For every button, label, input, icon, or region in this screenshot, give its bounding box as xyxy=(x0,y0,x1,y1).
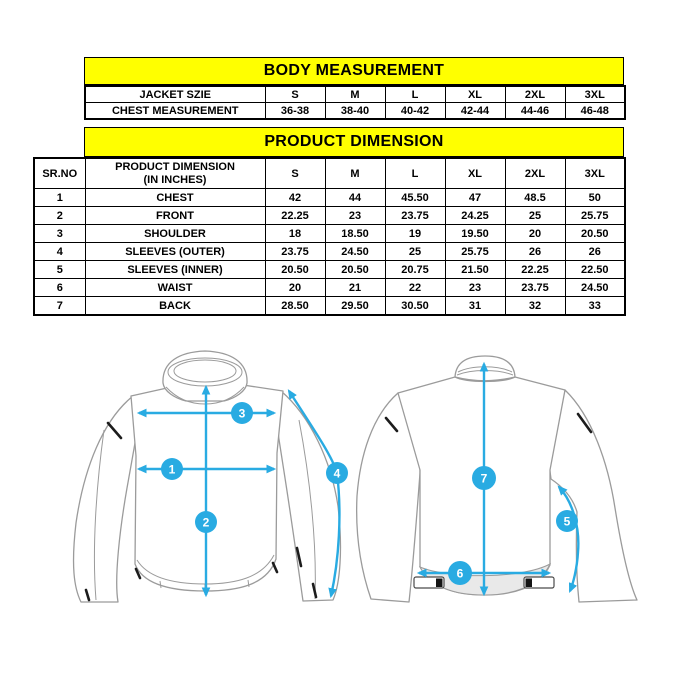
size-header: 3XL xyxy=(565,158,625,189)
value-cell: 23.75 xyxy=(505,279,565,297)
size-cell: XL xyxy=(445,86,505,103)
value-cell: 25 xyxy=(385,243,445,261)
chest-range-cell: 46-48 xyxy=(565,103,625,120)
value-cell: 29.50 xyxy=(325,297,385,316)
size-header: 2XL xyxy=(505,158,565,189)
value-cell: 33 xyxy=(565,297,625,316)
chest-measurement-label: CHEST MEASUREMENT xyxy=(85,103,265,120)
table-row xyxy=(34,207,625,225)
value-cell: 30.50 xyxy=(385,297,445,316)
table-row xyxy=(34,261,625,279)
value-cell: 24.50 xyxy=(565,279,625,297)
srno-cell: 3 xyxy=(34,225,85,243)
marker-5-badge xyxy=(556,510,578,532)
dimension-name-cell: FRONT xyxy=(85,207,265,225)
chest-range-cell: 36-38 xyxy=(265,103,325,120)
marker-1-number: 1 xyxy=(168,462,176,477)
marker-3-badge xyxy=(231,402,253,424)
table-row xyxy=(34,297,625,316)
marker-4-badge xyxy=(326,462,348,484)
table-row xyxy=(34,189,625,207)
value-cell: 23 xyxy=(445,279,505,297)
value-cell: 24.25 xyxy=(445,207,505,225)
srno-cell: 7 xyxy=(34,297,85,316)
dimension-name-cell: WAIST xyxy=(85,279,265,297)
marker-2-number: 2 xyxy=(202,515,210,530)
value-cell: 22.50 xyxy=(565,261,625,279)
value-cell: 18.50 xyxy=(325,225,385,243)
marker-3-number: 3 xyxy=(238,406,246,421)
srno-cell: 1 xyxy=(34,189,85,207)
front-hem-accent-right xyxy=(273,563,277,572)
value-cell: 20 xyxy=(505,225,565,243)
table-row xyxy=(34,225,625,243)
value-cell: 20.50 xyxy=(265,261,325,279)
size-header: XL xyxy=(445,158,505,189)
marker-6-number: 6 xyxy=(456,566,464,581)
value-cell: 23 xyxy=(325,207,385,225)
product-header-row xyxy=(34,158,625,189)
dimension-name-cell: SHOULDER xyxy=(85,225,265,243)
value-cell: 22 xyxy=(385,279,445,297)
value-cell: 25.75 xyxy=(565,207,625,225)
dimension-header xyxy=(85,158,265,189)
value-cell: 25 xyxy=(505,207,565,225)
size-cell: 2XL xyxy=(505,86,565,103)
srno-cell: 6 xyxy=(34,279,85,297)
value-cell: 42 xyxy=(265,189,325,207)
jacket-size-label: JACKET SZIE xyxy=(85,86,265,103)
chest-range-cell: 38-40 xyxy=(325,103,385,120)
value-cell: 28.50 xyxy=(265,297,325,316)
size-cell: M xyxy=(325,86,385,103)
jacket-size-row xyxy=(85,86,625,103)
marker-5-number: 5 xyxy=(563,514,571,529)
product-dimension-table xyxy=(33,157,626,316)
dimension-header-line1: PRODUCT DIMENSION xyxy=(115,160,235,173)
value-cell: 26 xyxy=(565,243,625,261)
value-cell: 47 xyxy=(445,189,505,207)
table-row xyxy=(34,243,625,261)
chest-range-cell: 44-46 xyxy=(505,103,565,120)
value-cell: 19.50 xyxy=(445,225,505,243)
front-left-sleeve xyxy=(74,396,137,602)
product-dimension-title: PRODUCT DIMENSION xyxy=(84,127,624,157)
body-measurement-table xyxy=(84,85,626,120)
marker-4-number: 4 xyxy=(333,466,341,481)
back-right-sleeve xyxy=(548,390,637,602)
size-header: L xyxy=(385,158,445,189)
body-measurement-title: BODY MEASUREMENT xyxy=(84,57,624,85)
value-cell: 50 xyxy=(565,189,625,207)
value-cell: 26 xyxy=(505,243,565,261)
value-cell: 44 xyxy=(325,189,385,207)
size-cell: S xyxy=(265,86,325,103)
size-header: M xyxy=(325,158,385,189)
size-cell: 3XL xyxy=(565,86,625,103)
chest-range-cell: 42-44 xyxy=(445,103,505,120)
value-cell: 22.25 xyxy=(505,261,565,279)
value-cell: 24.50 xyxy=(325,243,385,261)
srno-header: SR.NO xyxy=(34,158,85,189)
back-jacket-illustration xyxy=(357,356,637,602)
value-cell: 48.5 xyxy=(505,189,565,207)
value-cell: 20.50 xyxy=(565,225,625,243)
jacket-measurement-diagram xyxy=(0,338,675,675)
value-cell: 20.50 xyxy=(325,261,385,279)
marker-7-badge xyxy=(472,466,496,490)
table-row xyxy=(34,279,625,297)
chest-measurement-row xyxy=(85,103,625,120)
chest-range-cell: 40-42 xyxy=(385,103,445,120)
waist-strap-left-buckle xyxy=(436,579,443,588)
size-header: S xyxy=(265,158,325,189)
dimension-name-cell: BACK xyxy=(85,297,265,316)
dimension-name-cell: CHEST xyxy=(85,189,265,207)
srno-cell: 2 xyxy=(34,207,85,225)
value-cell: 25.75 xyxy=(445,243,505,261)
dimension-name-cell: SLEEVES (INNER) xyxy=(85,261,265,279)
value-cell: 23.75 xyxy=(265,243,325,261)
marker-1-badge xyxy=(161,458,183,480)
value-cell: 20 xyxy=(265,279,325,297)
value-cell: 18 xyxy=(265,225,325,243)
value-cell: 21.50 xyxy=(445,261,505,279)
value-cell: 45.50 xyxy=(385,189,445,207)
marker-2-badge xyxy=(195,511,217,533)
value-cell: 31 xyxy=(445,297,505,316)
value-cell: 21 xyxy=(325,279,385,297)
size-cell: L xyxy=(385,86,445,103)
dimension-name-cell: SLEEVES (OUTER) xyxy=(85,243,265,261)
waist-strap-right-buckle xyxy=(526,579,533,588)
marker-7-number: 7 xyxy=(480,471,488,486)
srno-cell: 4 xyxy=(34,243,85,261)
value-cell: 20.75 xyxy=(385,261,445,279)
value-cell: 32 xyxy=(505,297,565,316)
srno-cell: 5 xyxy=(34,261,85,279)
value-cell: 22.25 xyxy=(265,207,325,225)
value-cell: 23.75 xyxy=(385,207,445,225)
dimension-header-line2: (IN INCHES) xyxy=(143,173,207,186)
value-cell: 19 xyxy=(385,225,445,243)
marker-6-badge xyxy=(448,561,472,585)
